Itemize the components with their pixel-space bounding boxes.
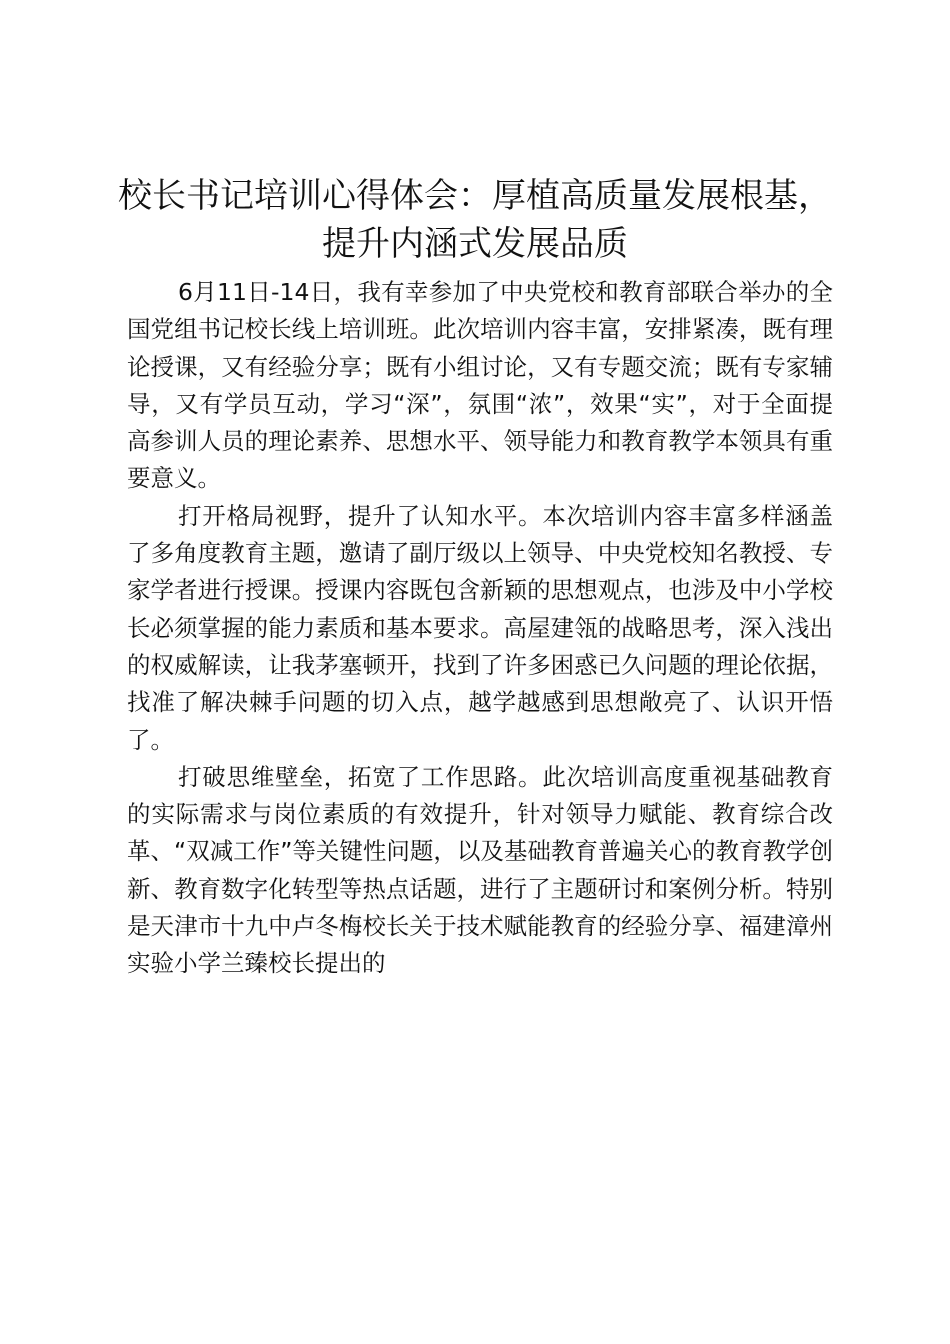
- paragraph-thinking: 打破思维壁垒，拓宽了工作思路。此次培训高度重视基础教育的实际需求与岗位素质的有效提升，针对领导力赋能、教育综合改革、“双减工作”等关键性问题，以及基础教育普遍关心的教育教学创新、教育数字化转型等热点话题，进行了主题研讨和案例分析。特别是天津市十九中卢冬梅校长关于技术赋能教育的经验分享、福建漳州实验小学兰臻校长提出的: [127, 762, 833, 978]
- document-title-line-1: 校长书记培训心得体会：厚植高质量发展根基，: [118, 176, 832, 216]
- document-body: [127, 274, 833, 983]
- paragraph-horizon: 打开格局视野，提升了认知水平。本次培训内容丰富多样涵盖了多角度教育主题，邀请了副厅级以上领导、中央党校知名教授、专家学者进行授课。授课内容既包含新颖的思想观点，也涉及中小学校长必须掌握的能力素质和基本要求。高屋建瓴的战略思考，深入浅出的权威解读，让我茅塞顿开，找到了许多困惑已久问题的理论依据，找准了解决棘手问题的切入点，越学越感到思想敞亮了、认识开悟了。: [127, 501, 833, 754]
- document-title-line-2: 提升内涵式发展品质: [322, 224, 628, 264]
- paragraph-intro: 6月11日-14日，我有幸参加了中央党校和教育部联合举办的全国党组书记校长线上培训班。此次培训内容丰富，安排紧凑，既有理论授课，又有经验分享；既有小组讨论，又有专题交流；既有专家辅导，又有学员互动，学习“深”，氛围“浓”，效果“实”，对于全面提高参训人员的理论素养、思想水平、领导能力和教育教学本领具有重要意义。: [127, 278, 833, 493]
